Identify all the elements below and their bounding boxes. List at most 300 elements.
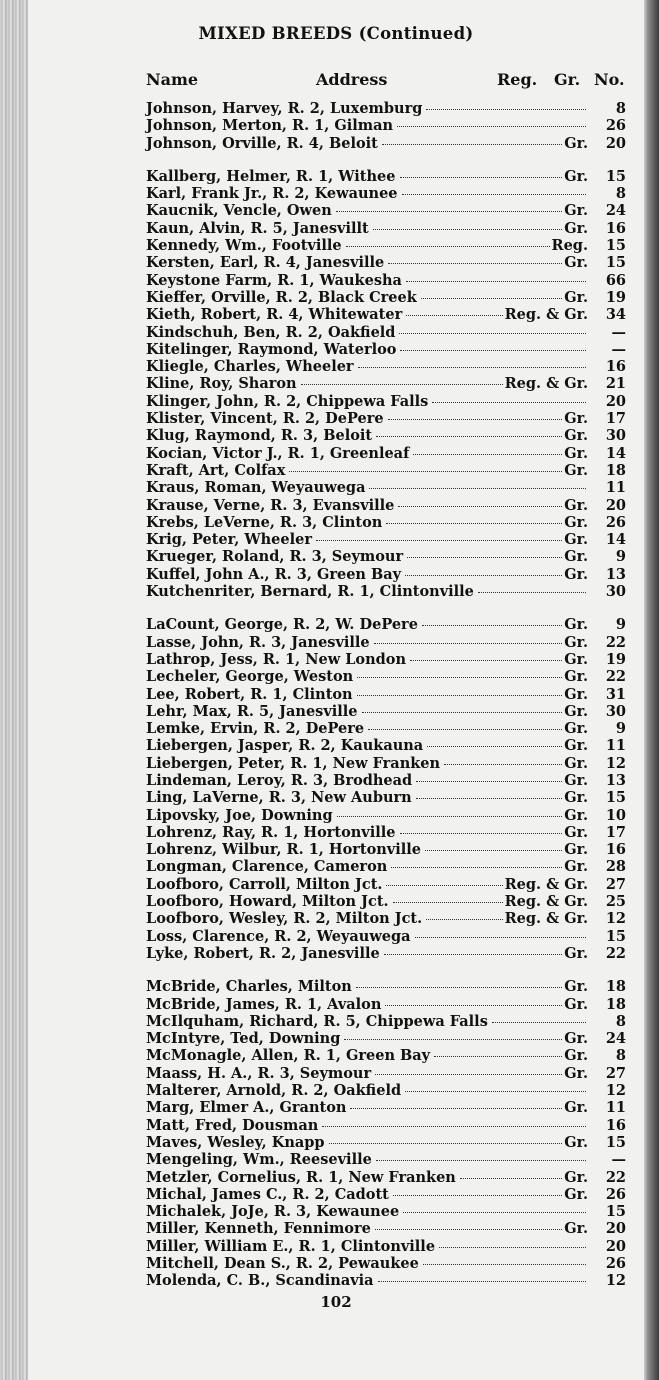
entry-name-address: Kennedy, Wm., Footville [146,237,342,255]
list-item [146,1220,626,1237]
entry-number: 15 [605,789,626,807]
list-item [146,393,626,410]
entry-name-address: Mengeling, Wm., Reeseville [146,1151,372,1169]
entry-name-address: Loofboro, Carroll, Milton Jct. [146,875,383,893]
list-item [146,341,626,358]
entry-main [146,686,588,703]
entry-name-address: Kallberg, Helmer, R. 1, Withee [146,167,396,185]
entry-number: 20 [605,134,626,152]
entry-registration: Gr. [564,427,588,445]
dot-leader [362,711,563,713]
list-item [146,807,626,824]
dot-leader [413,453,562,455]
dot-leader [357,694,563,696]
entry-number: 22 [605,944,626,962]
entry-registration: Gr. [564,668,588,686]
dot-leader [393,1194,562,1196]
entry-main [146,135,588,152]
entry-number: 34 [605,306,626,324]
entry-main [146,668,588,685]
dot-leader [444,763,562,765]
dot-leader [373,228,563,230]
entry-name-address: Malterer, Arnold, R. 2, Oakfield [146,1082,402,1100]
entry-registration: Gr. [564,720,588,738]
entry-number: 22 [605,633,626,651]
entry-name-address: Lasse, John, R. 3, Janesville [146,633,370,651]
entry-name-address: McMonagle, Allen, R. 1, Green Bay [146,1047,431,1065]
page-title: MIXED BREEDS (Continued) [198,24,474,43]
entry-name-address: Lee, Robert, R. 1, Clinton [146,685,353,703]
list-item [146,168,626,185]
entry-registration: Gr. [564,633,588,651]
entry-number: 30 [605,427,626,445]
entry-registration: Reg. & Gr. [504,375,588,393]
entry-number: 31 [605,685,626,703]
entry-number: — [611,323,626,341]
entry-number: 30 [605,702,626,720]
entry-registration: Gr. [564,202,588,220]
entry-number: 26 [605,513,626,531]
list-item [146,996,626,1013]
header-reg: Reg. [497,70,538,89]
list-item [146,324,626,341]
entry-name-address: Miller, Kenneth, Fennimore [146,1220,371,1238]
entry-name-address: Lecheler, George, Weston [146,668,354,686]
entry-registration: Gr. [564,1064,588,1082]
list-item [146,531,626,548]
entry-number: 66 [605,271,626,289]
entry-registration: Gr. [564,702,588,720]
dot-leader [368,728,562,730]
entry-number: 13 [605,771,626,789]
entry-registration: Gr. [564,548,588,566]
dot-leader [407,556,562,558]
list-item [146,616,626,633]
entry-registration: Gr. [564,496,588,514]
entry-name-address: Krebs, LeVerne, R. 3, Clinton [146,513,383,531]
entry-registration: Gr. [564,616,588,634]
entry-main [146,1030,588,1047]
entry-registration: Gr. [564,841,588,859]
list-item [146,1047,626,1064]
entry-registration: Gr. [564,1099,588,1117]
entry-main [146,1134,588,1151]
entry-name-address: Johnson, Orville, R. 4, Beloit [146,134,378,152]
entry-number: 13 [605,565,626,583]
entry-number: 27 [605,875,626,893]
entry-name-address: Loofboro, Howard, Milton Jct. [146,893,389,911]
list-item [146,514,626,531]
entry-main [146,1013,588,1030]
dot-leader [434,1055,562,1057]
dot-leader [388,262,562,264]
dot-leader [405,1090,586,1092]
entry-name-address: Lohrenz, Ray, R. 1, Hortonville [146,823,396,841]
entry-number: 25 [605,893,626,911]
dot-leader [356,986,562,988]
entry-name-address: Longman, Clarence, Cameron [146,858,388,876]
entry-registration: Reg. & Gr. [504,893,588,911]
entry-main [146,1047,588,1064]
list-item [146,202,626,219]
entry-main [146,807,588,824]
dot-leader [406,280,586,282]
entry-main [146,1082,588,1099]
entry-number: 11 [605,1099,626,1117]
entry-registration: Gr. [564,219,588,237]
entry-name-address: Karl, Frank Jr., R. 2, Kewaunee [146,185,398,203]
entry-registration: Gr. [564,1220,588,1238]
entry-name-address: Molenda, C. B., Scandinavia [146,1272,374,1290]
entry-number: 14 [605,531,626,549]
entry-number: 15 [605,167,626,185]
list-item [146,272,626,289]
entry-name-address: McIntyre, Ted, Downing [146,1030,341,1048]
entry-number: 15 [605,927,626,945]
dot-leader [403,1211,586,1213]
entry-number: 28 [605,858,626,876]
entry-main [146,393,588,410]
entry-registration: Gr. [564,410,588,428]
entry-main [146,789,588,806]
list-item [146,462,626,479]
list-item [146,789,626,806]
entry-number: 16 [605,841,626,859]
dot-leader [398,505,562,507]
entry-main [146,117,588,134]
entry-main [146,168,588,185]
entry-main [146,358,588,375]
list-item [146,445,626,462]
list-item [146,1186,626,1203]
entry-name-address: Kitelinger, Raymond, Waterloo [146,340,397,358]
list-item [146,1238,626,1255]
entry-main [146,1186,588,1203]
entry-registration: Gr. [564,1133,588,1151]
dot-leader [423,1263,586,1265]
list-item [146,841,626,858]
entry-number: 15 [605,237,626,255]
entry-number: 8 [615,1047,626,1065]
dot-leader [357,676,562,678]
entry-name-address: Maass, H. A., R. 3, Seymour [146,1064,372,1082]
entry-number: 17 [605,410,626,428]
list-item [146,910,626,927]
list-item [146,720,626,737]
list-item [146,1169,626,1186]
entry-main [146,1065,588,1082]
entry-number: 8 [615,185,626,203]
dot-leader [425,849,562,851]
entry-main [146,1203,588,1220]
list-item [146,220,626,237]
entry-number: 9 [615,548,626,566]
entry-number: 20 [605,1220,626,1238]
entry-number: 30 [605,583,626,601]
list-item [146,135,626,152]
entry-number: 15 [605,254,626,272]
entry-name-address: Klinger, John, R. 2, Chippewa Falls [146,392,429,410]
dot-leader [382,143,562,145]
entry-main [146,254,588,271]
entry-name-address: Mitchell, Dean S., R. 2, Pewaukee [146,1255,419,1272]
entry-name-address: Lehr, Max, R. 5, Janesville [146,702,358,720]
entry-number: 8 [615,1012,626,1030]
list-item [146,566,626,583]
dot-leader [421,297,562,299]
dot-leader [397,125,586,127]
list-item [146,185,626,202]
entry-number: 20 [605,1237,626,1255]
entry-main [146,202,588,219]
entry-registration: Gr. [564,288,588,306]
entry-name-address: Lyke, Robert, R. 2, Janesville [146,944,380,962]
entry-number: 12 [605,1082,626,1100]
dot-leader [432,401,586,403]
entry-main [146,272,588,289]
entry-main [146,479,588,496]
list-item [146,289,626,306]
entry-name-address: Marg, Elmer A., Granton [146,1099,347,1117]
dot-leader [375,1228,562,1230]
entry-registration: Gr. [564,944,588,962]
entry-number: 22 [605,668,626,686]
entry-main [146,583,588,600]
dot-leader [410,659,562,661]
entry-main [146,1117,588,1134]
entry-registration: Reg. & Gr. [504,875,588,893]
entry-name-address: Krause, Verne, R. 3, Evansville [146,496,395,514]
entry-main [146,1238,588,1255]
entry-main [146,1272,588,1289]
entry-name-address: Lohrenz, Wilbur, R. 1, Hortonville [146,841,421,859]
entry-main [146,1099,588,1116]
dot-leader [391,866,562,868]
entry-number: 24 [605,1030,626,1048]
entry-registration: Gr. [564,1168,588,1186]
list-item [146,358,626,375]
entry-main [146,237,588,254]
entry-registration: Gr. [564,806,588,824]
book-binding [0,0,28,1380]
dot-leader [358,366,586,368]
dot-leader [316,539,562,541]
header-name: Name [146,70,199,89]
entry-registration: Gr. [564,823,588,841]
entry-number: 17 [605,823,626,841]
entry-number: 16 [605,219,626,237]
entry-number: 24 [605,202,626,220]
entry-number: 20 [605,392,626,410]
entry-name-address: Ling, LaVerne, R. 3, New Auburn [146,789,412,807]
entry-name-address: Liebergen, Peter, R. 1, New Franken [146,754,441,772]
entry-name-address: Metzler, Cornelius, R. 1, New Franken [146,1168,456,1186]
entry-main [146,772,588,789]
entry-main [146,514,588,531]
entry-registration: Reg. [551,237,588,255]
dot-leader [393,901,503,903]
entry-main [146,1169,588,1186]
entry-name-address: Lathrop, Jess, R. 1, New London [146,650,406,668]
entry-main [146,858,588,875]
dot-leader [416,780,562,782]
dot-leader [492,1021,586,1023]
dot-leader [416,797,563,799]
entry-name-address: Kieffer, Orville, R. 2, Black Creek [146,288,417,306]
entry-main [146,634,588,651]
list-item [146,703,626,720]
entry-registration: Gr. [564,531,588,549]
entry-registration: Gr. [564,254,588,272]
entry-registration: Gr. [564,995,588,1013]
list-item [146,876,626,893]
page-edge-shadow [644,0,659,1380]
entry-main [146,720,588,737]
dot-leader [385,1004,562,1006]
entry-name-address: Kersten, Earl, R. 4, Janesville [146,254,385,272]
dot-leader [406,314,502,316]
entry-name-address: Klug, Raymond, R. 3, Beloit [146,427,373,445]
entry-name-address: Matt, Fred, Dousman [146,1116,319,1134]
entry-name-address: Kaucnik, Vencle, Owen [146,202,332,220]
entry-main [146,737,588,754]
entry-main [146,497,588,514]
entry-main [146,324,588,341]
dot-leader [336,210,562,212]
entry-name-address: Johnson, Harvey, R. 2, Luxemburg [146,100,423,117]
entry-registration: Gr. [564,789,588,807]
entry-registration: Gr. [564,461,588,479]
entry-name-address: Krig, Peter, Wheeler [146,531,312,549]
entry-name-address: Lindeman, Leroy, R. 3, Brodhead [146,771,413,789]
dot-leader [402,193,586,195]
entry-name-address: Michalek, JoJe, R. 3, Kewaunee [146,1203,400,1221]
dot-leader [422,624,562,626]
entry-number: 8 [615,100,626,117]
entry-name-address: LaCount, George, R. 2, W. DePere [146,616,418,634]
list-item [146,375,626,392]
entry-name-address: Kocian, Victor J., R. 1, Greenleaf [146,444,410,462]
list-item [146,306,626,323]
entry-main [146,928,588,945]
entry-number: 12 [605,1272,626,1290]
entry-number: 27 [605,1064,626,1082]
dot-leader [400,832,563,834]
dot-leader [322,1125,586,1127]
list-item [146,737,626,754]
entry-number: 15 [605,1133,626,1151]
entry-name-address: McBride, Charles, Milton [146,978,352,996]
entry-main [146,1151,588,1168]
entry-main [146,893,588,910]
list-item [146,117,626,134]
entry-number: 14 [605,444,626,462]
entry-main [146,548,588,565]
entry-name-address: Kieth, Robert, R. 4, Whitewater [146,306,403,324]
dot-leader [400,349,586,351]
dot-leader [337,815,563,817]
entry-name-address: Kindschuh, Ben, R. 2, Oakfield [146,323,396,341]
dot-leader [386,522,562,524]
entry-main [146,531,588,548]
dot-leader [415,936,586,938]
list-item [146,755,626,772]
dot-leader [386,884,502,886]
list-item [146,824,626,841]
list-item [146,893,626,910]
entry-registration: Gr. [564,978,588,996]
entry-main [146,566,588,583]
list-item [146,1013,626,1030]
list-item [146,254,626,271]
entry-main [146,306,588,323]
entry-number: 26 [605,1255,626,1272]
list-item [146,1030,626,1047]
entry-number: 16 [605,1116,626,1134]
list-item [146,1134,626,1151]
entry-main [146,445,588,462]
entry-registration: Gr. [564,1030,588,1048]
entry-main [146,220,588,237]
list-item [146,100,626,117]
dot-leader [329,1142,563,1144]
entry-main [146,462,588,479]
entry-number: 15 [605,1203,626,1221]
entry-name-address: Lemke, Ervin, R. 2, DePere [146,720,365,738]
entry-registration: Gr. [564,771,588,789]
document-page [28,0,644,1380]
entry-number: 16 [605,358,626,376]
dot-leader [350,1107,562,1109]
entry-main [146,824,588,841]
header-address: Address [316,70,388,89]
list-item [146,1117,626,1134]
entry-number: 18 [605,978,626,996]
dot-leader [384,953,563,955]
entry-registration: Gr. [564,167,588,185]
entry-main [146,185,588,202]
list-item [146,410,626,427]
entry-main [146,996,588,1013]
dot-leader [426,108,586,110]
entry-number: 11 [605,737,626,755]
dot-leader [460,1177,562,1179]
entry-number: 26 [605,1185,626,1203]
entry-registration: Reg. & Gr. [504,910,588,928]
entry-number: 19 [605,288,626,306]
entry-name-address: Loofboro, Wesley, R. 2, Milton Jct. [146,910,423,928]
list-item [146,497,626,514]
dot-leader [405,574,562,576]
entry-number: 22 [605,1168,626,1186]
entry-name-address: McIlquham, Richard, R. 5, Chippewa Falls [146,1012,488,1030]
list-item [146,668,626,685]
entry-number: 18 [605,995,626,1013]
entry-registration: Gr. [564,685,588,703]
entry-main [146,876,588,893]
entry-registration: Gr. [564,513,588,531]
entry-registration: Gr. [564,1185,588,1203]
header-gr: Gr. [554,70,581,89]
entry-main [146,945,588,962]
list-item [146,1099,626,1116]
entry-number: 10 [605,806,626,824]
page-number: 102 [320,1293,352,1311]
entry-main [146,289,588,306]
dot-leader [376,435,562,437]
entry-main [146,755,588,772]
entry-main [146,375,588,392]
